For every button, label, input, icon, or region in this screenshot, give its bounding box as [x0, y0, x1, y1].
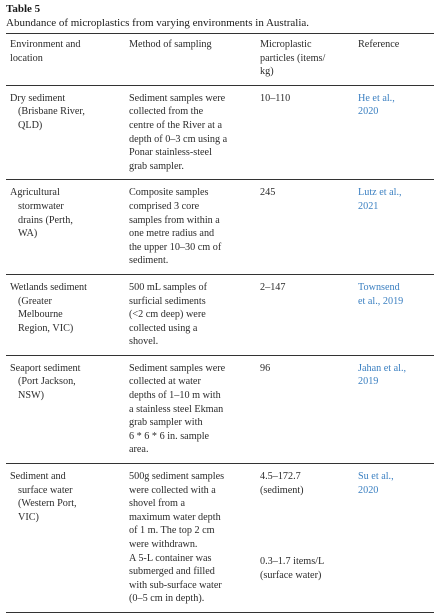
table-title-block [6, 2, 434, 30]
table-caption: Abundance of microplastics from varying environments in Australia. [6, 17, 310, 29]
table-row [6, 85, 434, 180]
cell-method-line: 500 mL samples of [129, 281, 207, 293]
cell-environment-line: stormwater [18, 200, 64, 212]
cell-particles [256, 274, 354, 355]
cell-method-line: A 5-L container was [129, 552, 212, 564]
cell-reference-link[interactable] [354, 355, 434, 463]
cell-method-line: collected from the [129, 106, 204, 118]
cell-reference-link-line[interactable]: et al., 2019 [358, 295, 404, 307]
cell-method-line: submerged and filled [129, 566, 215, 578]
header-reference [354, 34, 434, 86]
cell-particles-line: (surface water) [260, 569, 322, 581]
header-particles [256, 34, 354, 86]
cell-method-line: Composite samples [129, 187, 209, 199]
cell-method-line: centre of the River at a [129, 119, 223, 131]
cell-reference-link-line[interactable]: Lutz et al., [358, 187, 402, 199]
header-environment-line: Environment and [10, 39, 81, 50]
table-row [6, 274, 434, 355]
cell-method-line: collected at water [129, 376, 201, 388]
table-row [6, 180, 434, 275]
header-reference-line: Reference [358, 39, 400, 50]
header-method-line: Method of sampling [129, 39, 212, 50]
cell-particles-line: 245 [260, 187, 276, 199]
cell-particles [256, 180, 354, 275]
cell-reference-link-line[interactable]: 2021 [358, 200, 379, 212]
cell-environment-line: Melbourne [18, 309, 63, 321]
cell-particles-line: 96 [260, 362, 271, 374]
cell-particles-line: 2–147 [260, 281, 286, 293]
cell-reference-link[interactable] [354, 464, 434, 613]
cell-method-line: of 1 m. The top 2 cm [129, 525, 215, 537]
cell-reference-link-line[interactable]: 2020 [358, 106, 379, 118]
cell-method-line: Ponar stainless-steel [129, 147, 212, 159]
cell-particles-line: 10–110 [260, 92, 291, 104]
cell-reference-link[interactable] [354, 180, 434, 275]
cell-method-line: samples from within a [129, 214, 220, 226]
cell-environment-line: WA) [18, 228, 38, 240]
cell-environment-line: (Western Port, [18, 498, 77, 510]
cell-reference-link-line[interactable]: Jahan et al., [358, 362, 407, 374]
cell-method-line: shovel. [129, 336, 159, 348]
cell-method-line: (0–5 cm in depth). [129, 593, 205, 605]
cell-environment-line: (Brisbane River, [18, 106, 85, 118]
cell-particles-line: 4.5–172.7 [260, 471, 301, 483]
cell-environment-line: (Greater [18, 295, 52, 307]
cell-environment-line: surface water [18, 484, 73, 496]
cell-reference-link-line[interactable]: 2020 [358, 484, 379, 496]
cell-method [125, 464, 256, 613]
cell-method-line: with sub-surface water [129, 579, 222, 591]
cell-method-line: comprised 3 core [129, 200, 200, 212]
microplastics-table [6, 33, 434, 613]
cell-method-line: were collected with a [129, 484, 216, 496]
cell-environment-line: drains (Perth, [18, 214, 73, 226]
cell-particles-line: 0.3–1.7 items/L [260, 556, 325, 568]
cell-method-line: Sediment samples were [129, 92, 226, 104]
cell-method-line: (<2 cm deep) were [129, 309, 206, 321]
header-particles-line: Microplastic [260, 39, 312, 50]
cell-environment-line: Region, VIC) [18, 322, 74, 334]
table-header-row [6, 34, 434, 86]
header-environment [6, 34, 125, 86]
cell-method-line: shovel from a [129, 498, 186, 510]
cell-environment-line: Dry sediment [10, 92, 66, 104]
cell-method-line: collected using a [129, 322, 198, 334]
cell-environment-line: Agricultural [10, 187, 60, 199]
cell-reference-link-line[interactable]: He et al., [358, 92, 395, 104]
cell-environment [6, 274, 125, 355]
cell-reference-link-line[interactable]: 2019 [358, 376, 379, 388]
cell-particles [256, 464, 354, 613]
cell-method-line: depths of 1–10 m with [129, 390, 221, 402]
cell-method-line: 6 * 6 * 6 in. sample [129, 430, 210, 442]
cell-method-line: the upper 10–30 cm of [129, 241, 222, 253]
header-method [125, 34, 256, 86]
cell-reference-link-line[interactable]: Su et al., [358, 471, 394, 483]
cell-method-line: sediment. [129, 255, 169, 267]
cell-method-line: area. [129, 444, 149, 456]
cell-method [125, 85, 256, 180]
cell-particles [256, 85, 354, 180]
cell-environment-line: Wetlands sediment [10, 281, 87, 293]
cell-reference-link-line[interactable]: Townsend [358, 281, 400, 293]
cell-method-line: grab sampler. [129, 160, 184, 172]
cell-method-line: Sediment samples were [129, 362, 226, 374]
table-label: Table 5 [6, 3, 41, 15]
cell-method [125, 355, 256, 463]
cell-environment-line: QLD) [18, 119, 43, 131]
cell-method-line: were withdrawn. [129, 539, 198, 550]
table-row [6, 355, 434, 463]
cell-particles [256, 355, 354, 463]
cell-method-line: surficial sediments [129, 295, 206, 307]
cell-reference-link[interactable] [354, 85, 434, 180]
cell-method-line: maximum water depth [129, 511, 221, 523]
cell-method-line: depth of 0–3 cm using a [129, 133, 228, 145]
cell-environment-line: NSW) [18, 390, 45, 402]
cell-environment-line: VIC) [18, 511, 39, 523]
cell-reference-link[interactable] [354, 274, 434, 355]
cell-method-line: a stainless steel Ekman [129, 403, 224, 415]
cell-method [125, 180, 256, 275]
header-particles-line: particles (items/ [260, 52, 326, 64]
cell-environment [6, 355, 125, 463]
header-particles-line: kg) [260, 66, 274, 78]
cell-method-line: one metre radius and [129, 228, 215, 240]
cell-environment-line: (Port Jackson, [18, 376, 76, 388]
cell-particles-line: (sediment) [260, 484, 304, 496]
table-row [6, 464, 434, 613]
cell-method-line: 500g sediment samples [129, 471, 225, 483]
cell-method [125, 274, 256, 355]
cell-environment-line: Seaport sediment [10, 362, 81, 374]
cell-environment [6, 180, 125, 275]
header-environment-line: location [10, 52, 43, 64]
cell-method-line: grab sampler with [129, 417, 203, 429]
cell-environment [6, 464, 125, 613]
cell-environment [6, 85, 125, 180]
cell-environment-line: Sediment and [10, 471, 66, 483]
